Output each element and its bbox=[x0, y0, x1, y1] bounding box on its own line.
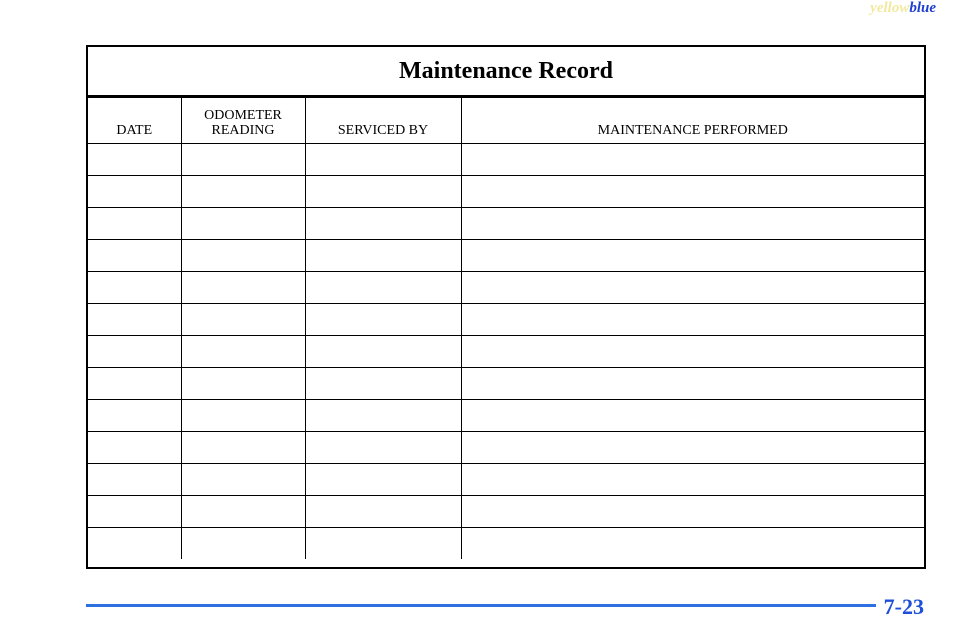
corner-tag-blue: blue bbox=[909, 0, 936, 16]
column-header-serviced-by: SERVICED BY bbox=[305, 98, 461, 144]
serviced-by-cell[interactable] bbox=[305, 336, 461, 368]
serviced-by-cell[interactable] bbox=[305, 144, 461, 176]
serviced-by-cell[interactable] bbox=[305, 176, 461, 208]
odometer-cell[interactable] bbox=[181, 432, 305, 464]
maintenance-cell[interactable] bbox=[461, 144, 924, 176]
table-row bbox=[88, 432, 924, 464]
date-cell[interactable] bbox=[88, 400, 181, 432]
serviced-by-cell[interactable] bbox=[305, 272, 461, 304]
serviced-by-cell[interactable] bbox=[305, 240, 461, 272]
serviced-by-cell[interactable] bbox=[305, 496, 461, 528]
odometer-cell[interactable] bbox=[181, 240, 305, 272]
table-row bbox=[88, 368, 924, 400]
date-cell[interactable] bbox=[88, 272, 181, 304]
odometer-cell[interactable] bbox=[181, 336, 305, 368]
maintenance-cell[interactable] bbox=[461, 432, 924, 464]
odometer-cell[interactable] bbox=[181, 464, 305, 496]
page-number: 7-23 bbox=[883, 594, 924, 619]
date-cell[interactable] bbox=[88, 240, 181, 272]
table-row bbox=[88, 176, 924, 208]
serviced-by-cell[interactable] bbox=[305, 208, 461, 240]
serviced-by-cell[interactable] bbox=[305, 304, 461, 336]
date-cell[interactable] bbox=[88, 432, 181, 464]
maintenance-cell[interactable] bbox=[461, 176, 924, 208]
table-row bbox=[88, 336, 924, 368]
corner-tag bbox=[870, 0, 936, 17]
date-cell[interactable] bbox=[88, 208, 181, 240]
serviced-by-cell[interactable] bbox=[305, 400, 461, 432]
date-cell[interactable] bbox=[88, 144, 181, 176]
maintenance-cell[interactable] bbox=[461, 528, 924, 560]
column-header-maintenance-performed: MAINTENANCE PERFORMED bbox=[461, 98, 924, 144]
table-row bbox=[88, 144, 924, 176]
serviced-by-cell[interactable] bbox=[305, 432, 461, 464]
maintenance-cell[interactable] bbox=[461, 240, 924, 272]
footer-rule bbox=[86, 604, 876, 607]
odometer-cell[interactable] bbox=[181, 208, 305, 240]
table-row bbox=[88, 528, 924, 560]
table-row bbox=[88, 304, 924, 336]
odometer-cell[interactable] bbox=[181, 528, 305, 560]
odometer-cell[interactable] bbox=[181, 368, 305, 400]
serviced-by-cell[interactable] bbox=[305, 368, 461, 400]
table-row bbox=[88, 464, 924, 496]
odometer-cell[interactable] bbox=[181, 304, 305, 336]
table-row bbox=[88, 208, 924, 240]
serviced-by-cell[interactable] bbox=[305, 528, 461, 560]
date-cell[interactable] bbox=[88, 176, 181, 208]
date-cell[interactable] bbox=[88, 528, 181, 560]
table-header-row bbox=[88, 98, 924, 144]
form-title: Maintenance Record bbox=[88, 47, 924, 97]
maintenance-cell[interactable] bbox=[461, 368, 924, 400]
column-header-date: DATE bbox=[88, 98, 181, 144]
table-body bbox=[88, 144, 924, 560]
maintenance-cell[interactable] bbox=[461, 336, 924, 368]
table-row bbox=[88, 272, 924, 304]
serviced-by-cell[interactable] bbox=[305, 464, 461, 496]
corner-tag-yellow: yellow bbox=[870, 0, 910, 16]
maintenance-cell[interactable] bbox=[461, 272, 924, 304]
date-cell[interactable] bbox=[88, 496, 181, 528]
date-cell[interactable] bbox=[88, 304, 181, 336]
date-cell[interactable] bbox=[88, 368, 181, 400]
odometer-cell[interactable] bbox=[181, 400, 305, 432]
odometer-cell[interactable] bbox=[181, 272, 305, 304]
maintenance-cell[interactable] bbox=[461, 208, 924, 240]
column-header-odometer-reading: ODOMETER READING bbox=[181, 98, 305, 144]
table-row bbox=[88, 496, 924, 528]
date-cell[interactable] bbox=[88, 464, 181, 496]
maintenance-cell[interactable] bbox=[461, 400, 924, 432]
maintenance-table bbox=[88, 97, 924, 559]
maintenance-cell[interactable] bbox=[461, 464, 924, 496]
maintenance-cell[interactable] bbox=[461, 304, 924, 336]
table-row bbox=[88, 240, 924, 272]
maintenance-record-form bbox=[86, 45, 926, 569]
odometer-cell[interactable] bbox=[181, 176, 305, 208]
table-row bbox=[88, 400, 924, 432]
odometer-cell[interactable] bbox=[181, 496, 305, 528]
maintenance-cell[interactable] bbox=[461, 496, 924, 528]
odometer-cell[interactable] bbox=[181, 144, 305, 176]
date-cell[interactable] bbox=[88, 336, 181, 368]
